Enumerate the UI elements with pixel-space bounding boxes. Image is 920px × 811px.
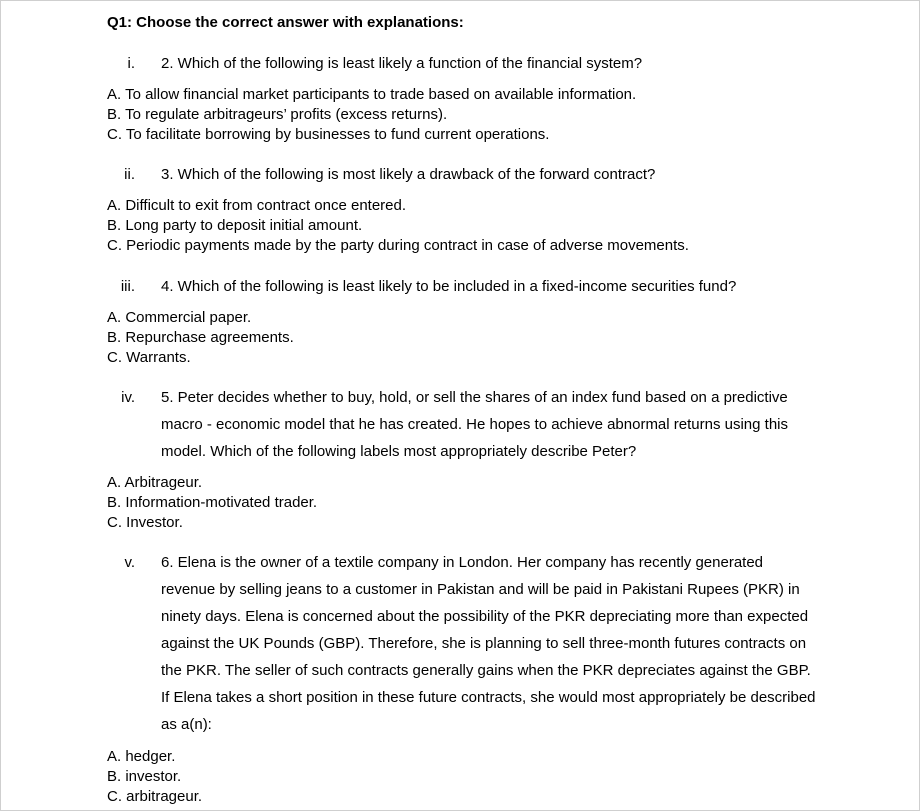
question-numeral: ii. xyxy=(124,166,135,183)
option-a: A. To allow financial market participants to trade based on available information. xyxy=(107,86,637,103)
answer-options xyxy=(107,85,636,145)
option-c: C. Investor. xyxy=(107,514,183,531)
question-numeral: iv. xyxy=(121,389,135,406)
option-b: B. Information-motivated trader. xyxy=(107,494,318,511)
question-text: 5. Peter decides whether to buy, hold, or sell the shares of an index fund based on a predictive macro - economic model that he has created. He hopes to achieve abnormal returns using this model. Which of the following labels most appropriately describe Peter? xyxy=(161,389,788,460)
question-numeral: iii. xyxy=(120,278,135,295)
option-a: A. Commercial paper. xyxy=(107,309,252,326)
answer-options xyxy=(107,308,294,368)
option-c: C. Warrants. xyxy=(107,349,191,366)
option-b: B. investor. xyxy=(107,768,182,785)
answer-options xyxy=(107,473,317,533)
option-c: C. To facilitate borrowing by businesses to fund current operations. xyxy=(107,126,550,143)
option-a: A. hedger. xyxy=(107,748,176,765)
question-text: 2. Which of the following is least likely a function of the financial system? xyxy=(161,55,643,72)
answer-options xyxy=(107,196,689,256)
question-text: 6. Elena is the owner of a textile company in London. Her company has recently generated revenue by selling jeans to a customer in Pakistan and will be paid in Pakistani Rupees (PKR) in ninety days. Elena is concerned about the possibility of the PKR depreciating more than expected against the UK Pounds (GBP). Therefore, she is planning to sell three-month futures contracts on the PKR. The seller of such contracts generally gains when the PKR depreciates against the GBP. If Elena takes a short position in these future contracts, she would most appropriately be described as a(n): xyxy=(161,554,816,733)
option-a: A. Difficult to exit from contract once entered. xyxy=(107,197,407,214)
answer-options xyxy=(107,747,202,807)
question-text: 3. Which of the following is most likely a drawback of the forward contract? xyxy=(161,166,656,183)
option-b: B. Long party to deposit initial amount. xyxy=(107,217,363,234)
option-a: A. Arbitrageur. xyxy=(107,474,203,491)
question-numeral: v. xyxy=(124,554,135,571)
section-heading: Q1: Choose the correct answer with explanations: xyxy=(107,14,464,31)
option-b: B. Repurchase agreements. xyxy=(107,329,294,346)
question-numeral: i. xyxy=(127,55,135,72)
question-text: 4. Which of the following is least likely to be included in a fixed-income securities fund? xyxy=(161,278,737,295)
option-b: B. To regulate arbitrageurs’ profits (excess returns). xyxy=(107,106,448,123)
option-c: C. arbitrageur. xyxy=(107,788,203,805)
option-c: C. Periodic payments made by the party during contract in case of adverse movements. xyxy=(107,237,689,254)
